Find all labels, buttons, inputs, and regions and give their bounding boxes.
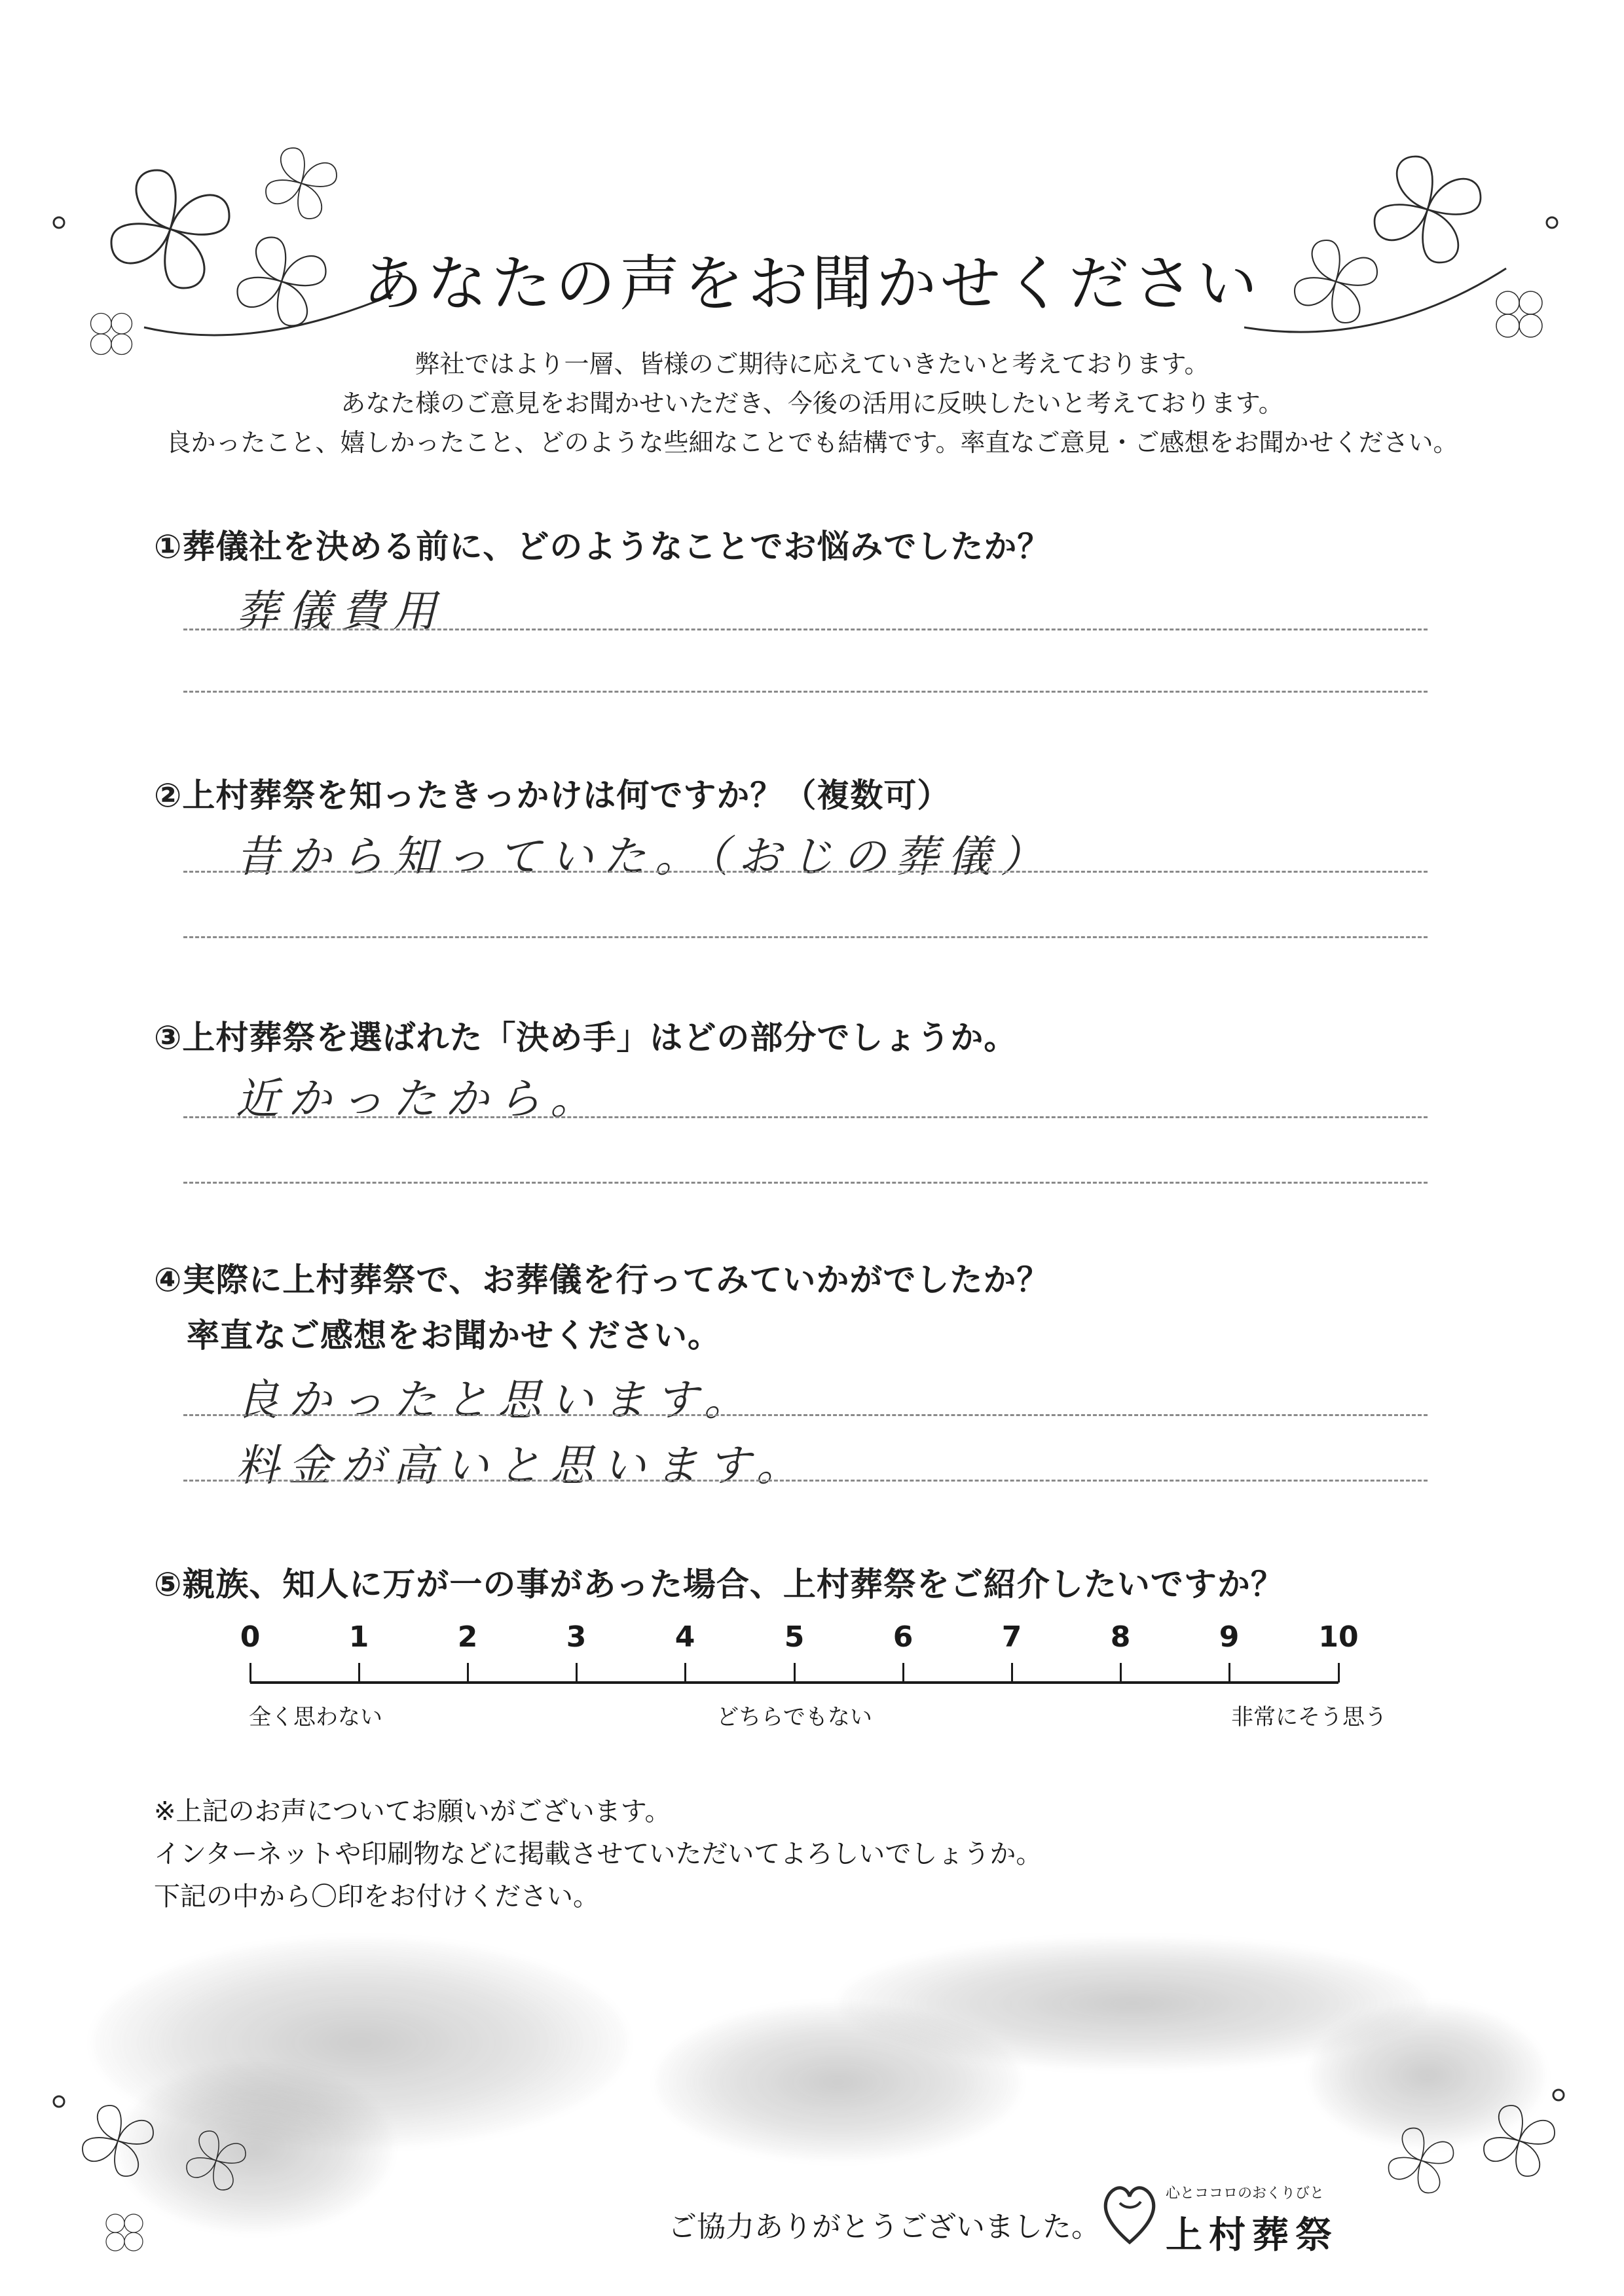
scale-label-low: 全く思わない — [249, 1704, 382, 1730]
scale-tick — [1228, 1663, 1230, 1683]
answer-line — [183, 1182, 1428, 1184]
brand-tagline: 心とココロのおくりびと — [1166, 2185, 1325, 2202]
intro-line-2: あなた様のご意見をお聞かせいただき、今後の活用に反映したいと考えております。 — [341, 389, 1283, 418]
question-3: ③上村葬祭を選ばれた「決め手」はどの部分でしょうか。 — [154, 1019, 1018, 1057]
scale-tick — [1011, 1663, 1013, 1683]
answer-4-line-2: 料金が高いと思います。 — [236, 1440, 809, 1491]
question-4-subline: 率直なご感想をお聞かせください。 — [187, 1317, 721, 1355]
answer-line — [183, 871, 1428, 873]
thanks-message: ご協力ありがとうございました。 — [668, 2210, 1100, 2244]
clover-icon — [187, 2131, 246, 2190]
scale-number-5[interactable]: 5 — [784, 1620, 805, 1654]
scale-tick — [794, 1663, 796, 1683]
answer-4-line-1: 良かったと思います。 — [236, 1375, 756, 1425]
scale-tick — [576, 1663, 578, 1683]
scale-number-3[interactable]: 3 — [566, 1620, 587, 1654]
heart-logo-icon — [1100, 2177, 1159, 2249]
clover-icon — [83, 2105, 153, 2176]
answer-2-line-1: 昔から知っていた。（おじの葬儀） — [236, 831, 1052, 882]
question-1: ①葬儀社を決める前に、どのようなことでお悩みでしたか？ — [154, 528, 1051, 566]
scale-number-1[interactable]: 1 — [348, 1620, 369, 1654]
question-4: ④実際に上村葬祭で、お葬儀を行ってみていかがでしたか？ — [154, 1261, 1050, 1299]
scale-label-mid: どちらでもない — [716, 1704, 872, 1730]
answer-line — [183, 936, 1428, 938]
scale-tick — [902, 1663, 904, 1683]
clover-decoration-bottom-left — [52, 2069, 275, 2278]
scale-number-8[interactable]: 8 — [1110, 1620, 1131, 1654]
question-2: ②上村葬祭を知ったきっかけは何ですか？（複数可） — [154, 776, 951, 814]
scale-tick — [358, 1663, 360, 1683]
answer-line — [183, 629, 1428, 630]
scale-tick — [1120, 1663, 1122, 1683]
scale-number-0[interactable]: 0 — [240, 1620, 261, 1654]
scale-number-9[interactable]: 9 — [1219, 1620, 1240, 1654]
scale-tick — [467, 1663, 469, 1683]
scale-tick — [684, 1663, 686, 1683]
page-title: あなたの声をお聞かせください — [362, 249, 1261, 319]
intro-line-3: 良かったこと、嬉しかったこと、どのような些細なことでも結構です。率直なご意見・ご感想をお聞かせください。 — [166, 428, 1458, 457]
answer-line — [183, 1414, 1428, 1416]
clover-icon — [106, 2214, 143, 2251]
clover-icon — [266, 148, 337, 219]
clover-icon — [1389, 2128, 1454, 2193]
scale-number-2[interactable]: 2 — [457, 1620, 478, 1654]
scale-number-7[interactable]: 7 — [1001, 1620, 1022, 1654]
answer-line — [183, 1116, 1428, 1118]
answer-3-line-1: 近かったから。 — [236, 1074, 602, 1124]
scale-label-high: 非常にそう思う — [1231, 1704, 1387, 1730]
clover-icon — [1484, 2105, 1555, 2176]
intro-line-1: 弊社ではより一層、皆様のご期待に応えていきたいと考えております。 — [415, 350, 1209, 378]
scale-number-6[interactable]: 6 — [893, 1620, 913, 1654]
answer-line — [183, 691, 1428, 693]
scale-tick — [249, 1663, 251, 1683]
answer-1-line-1: 葬儀費用 — [236, 586, 445, 636]
answer-line — [183, 1480, 1428, 1482]
scale-tick — [1338, 1663, 1340, 1683]
note-line-1: ※上記のお声についてお願いがございます。 — [154, 1796, 671, 1827]
clover-decoration-bottom-right — [1362, 2069, 1578, 2265]
question-5: ⑤親族、知人に万が一の事があった場合、上村葬祭をご紹介したいですか？ — [154, 1565, 1284, 1603]
brand-name: 上村葬祭 — [1166, 2214, 1338, 2257]
note-line-2: インターネットや印刷物などに掲載させていただいてよろしいでしょうか。 — [154, 1839, 1043, 1869]
scale-number-4[interactable]: 4 — [674, 1620, 695, 1654]
scale-number-10[interactable]: 10 — [1318, 1620, 1359, 1654]
note-line-3: 下記の中から〇印をお付けください。 — [154, 1882, 599, 1912]
